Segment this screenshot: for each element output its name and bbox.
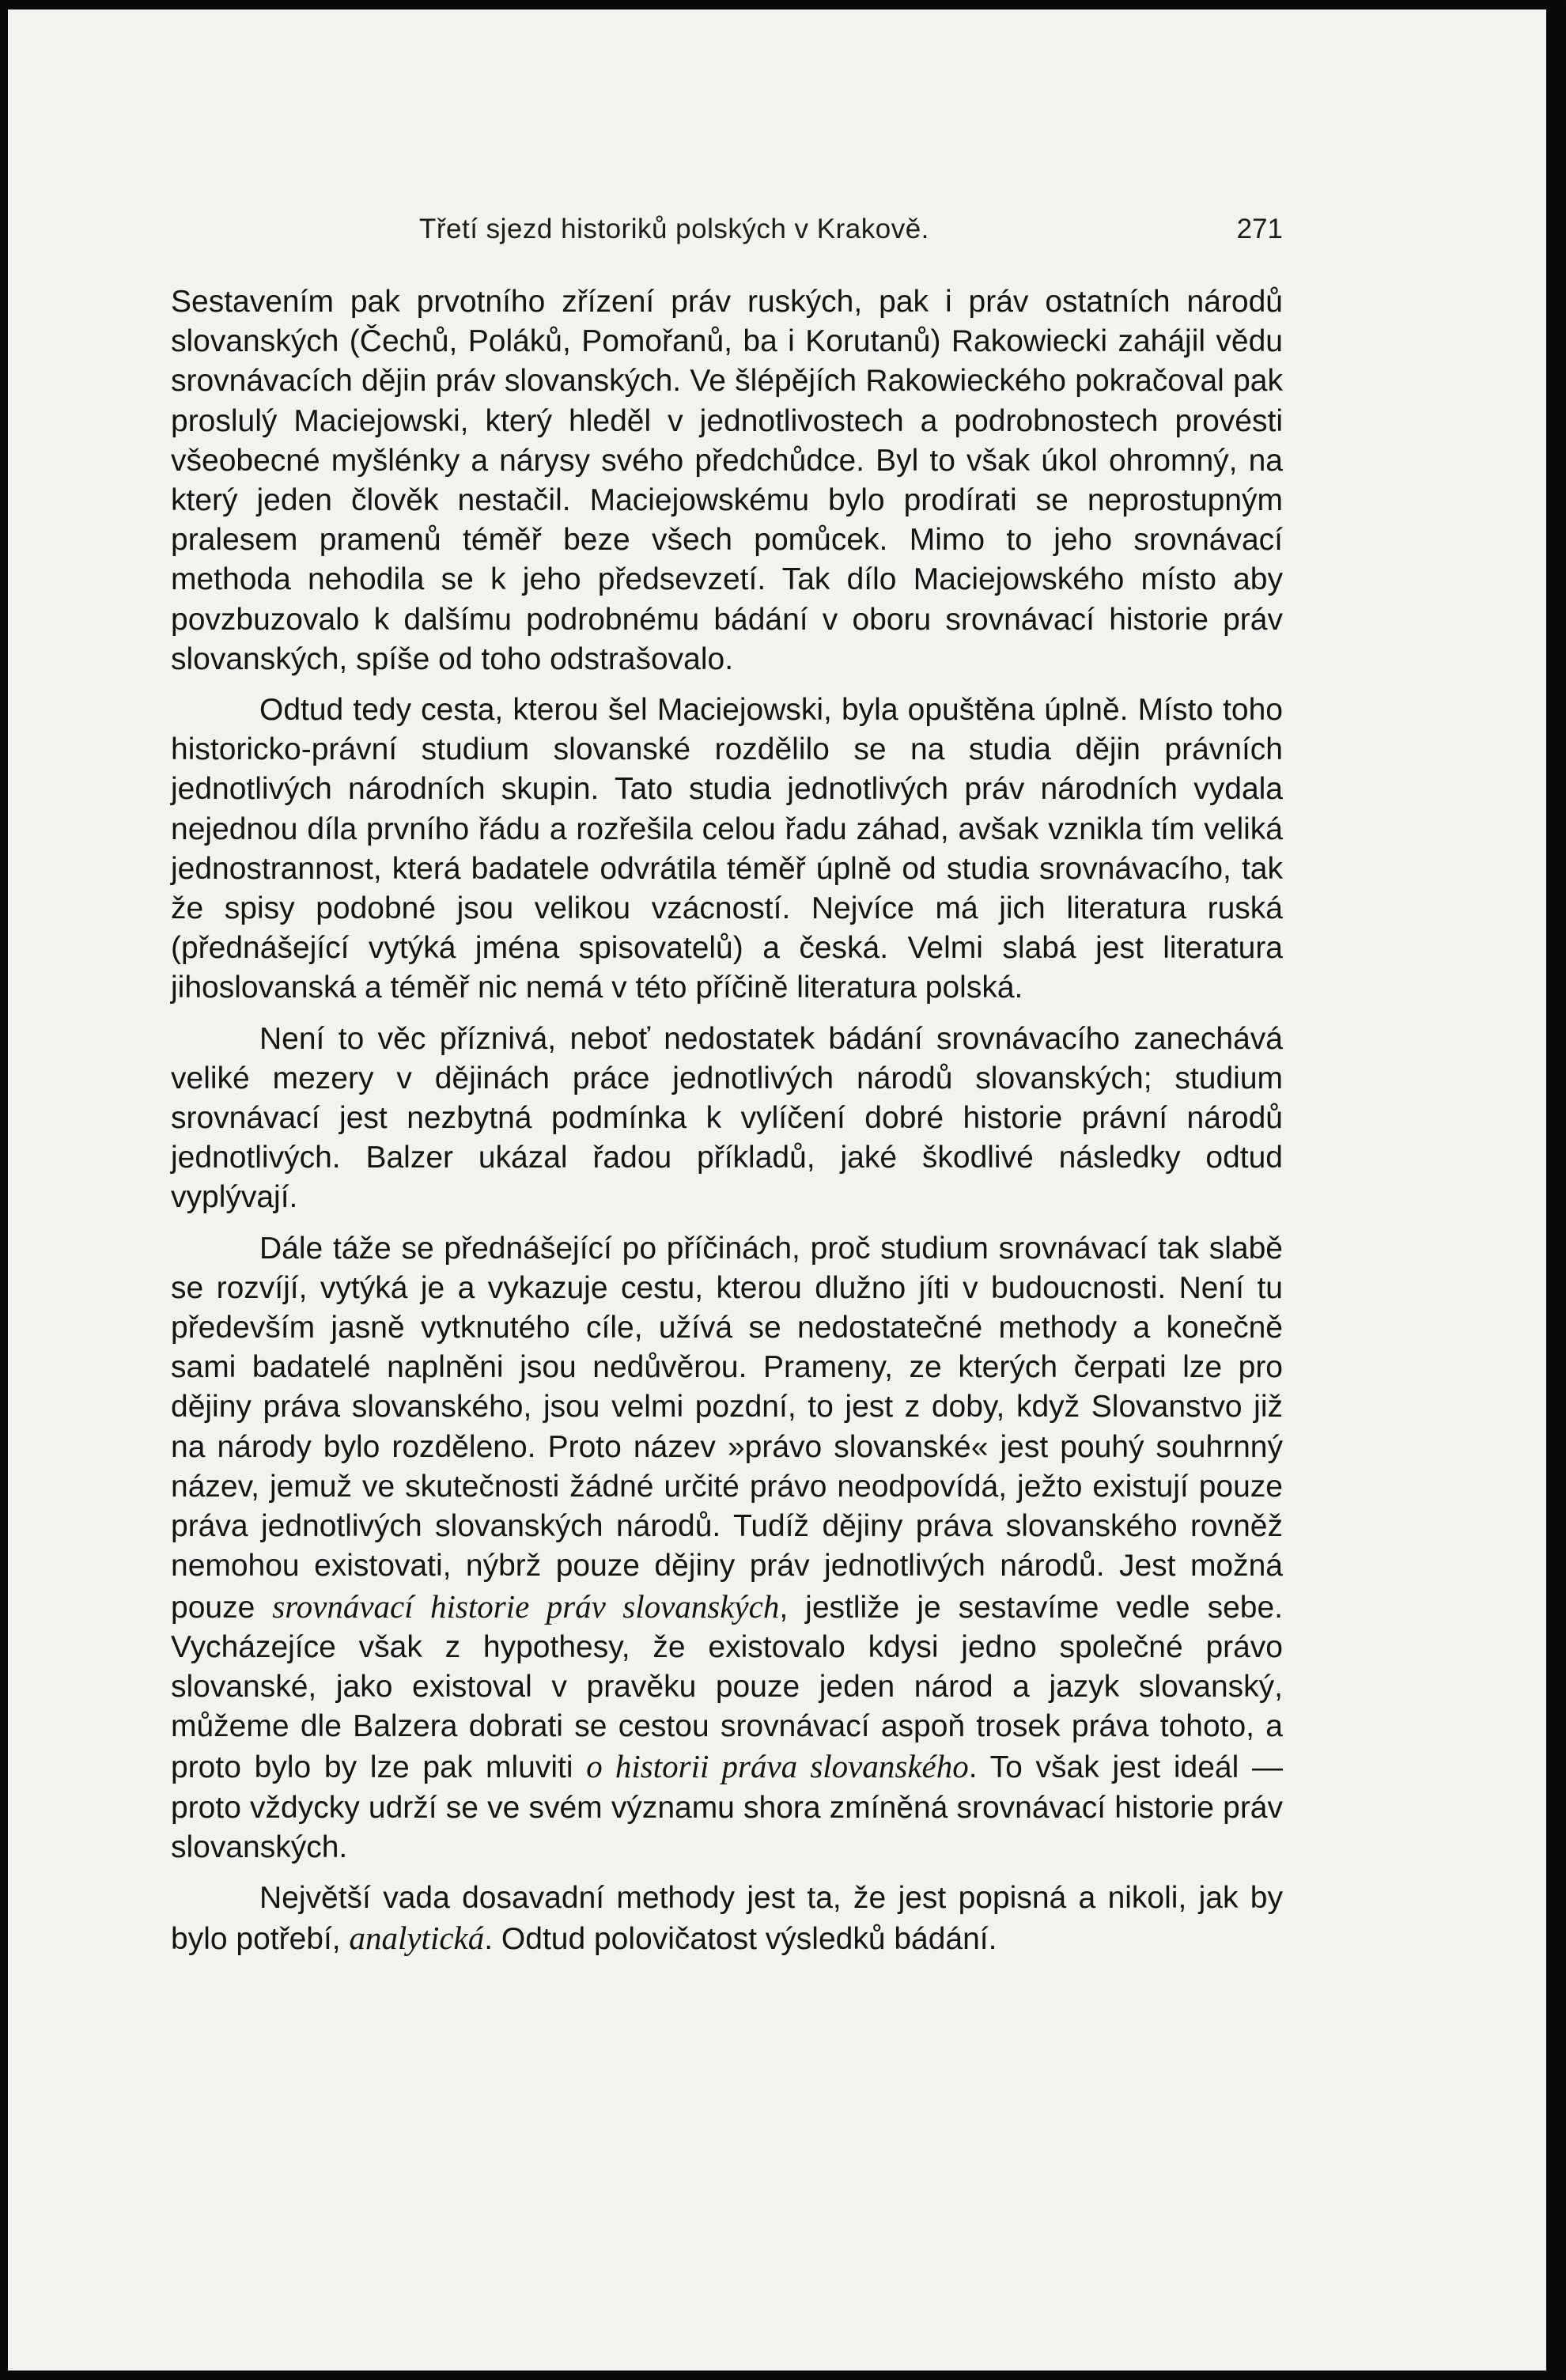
running-header — [419, 214, 1283, 261]
paragraph-4-emphasis-a: srovnávací historie práv slovanských — [272, 1587, 780, 1625]
paragraph-2: Odtud tedy cesta, kterou šel Maciejowski, byla opuštěna úplně. Místo toho historicko-právní studium slovanské rozdělilo se na studia dějin právních jednotlivých národních skupin. Tato studia jednotlivých práv národních vydala nejednou díla prvního řádu a rozřešila celou řadu záhad, avšak vznikla tím veliká jednostrannost, která badatele odvrátila téměř úplně od studia srovnávacího, tak že spisy podobné jsou velikou vzácností. Nejvíce má jich literatura ruská (přednášející vytýká jména spisovatelů) a česká. Velmi slabá jest literatura jihoslovanská a téměř nic nemá v této příčině literatura polská. — [171, 693, 1283, 1005]
page-number: 271 — [1236, 214, 1283, 244]
body-text — [171, 282, 1283, 1959]
paragraph-3: Není to věc příznivá, neboť nedostatek bádání srovnávacího zanechává veliké mezery v dějinách práce jednotlivých národů slovanských; studium srovnávací jest nezbytná podmínka k vylíčení dobré historie právní národů jednotlivých. Balzer ukázal řadou příkladů, jaké škodlivé následky odtud vyplývají. — [171, 1021, 1283, 1215]
paragraph-4-text-c: . To však jest ideál — proto vždycky udrží se ve svém významu shora zmíněná srovnávací historie práv slovanských. — [171, 1750, 1283, 1864]
running-title: Třetí sjezd historiků polských v Krakově. — [419, 214, 929, 244]
paragraph-5-emphasis: analytická — [349, 1920, 485, 1957]
paragraph-5-text-b: . Odtud polovičatost výsledků bádání. — [484, 1922, 997, 1957]
paragraph-4-text-b: , jestliže je sestavíme vedle sebe. Vycházejíce však z hypothesy, že existovalo kdysi jedno společné právo slovanské, jako existoval v pravěku pouze jeden národ a jazyk slovanský, můžeme dle Balzera dobrati se cestou srovnávací aspoň trosek práva tohoto, a proto bylo by lze pak mluviti — [171, 1590, 1283, 1785]
paragraph-4-text-a: Dále táže se přednášející po příčinách, proč studium srovnávací tak slabě se rozvíjí, vytýká je a vykazuje cestu, kterou dlužno jíti v budoucnosti. Není tu především jasně vytknutého cíle, užívá se nedostatečné methody a konečně sami badatelé naplněni jsou nedůvěrou. Prameny, ze kterých čerpati lze pro dějiny práva slovanského, jsou velmi pozdní, to jest z doby, když Slovanstvo již na národy bylo rozděleno. Proto název »právo slovanské« jest pouhý souhrnný název, jemuž ve skutečnosti žádné určité právo neodpovídá, ježto existují pouze práva jednotlivých slovanských národů. Tudíž dějiny práva slovanského rovněž nemohou existovati, nýbrž pouze dějiny práv jednotlivých národů. Jest možná pouze — [171, 1231, 1283, 1625]
book-page — [8, 9, 1546, 2371]
paragraph-4 — [171, 1229, 1283, 1867]
paragraph-1: Sestavením pak prvotního zřízení práv ruských, pak i práv ostatních národů slovanských (Čechů, Poláků, Pomořanů, ba i Korutanů) Rakowiecki zahájil vědu srovnávacích dějin práv slovanských. Ve šlépějích Rakowieckého pokračoval pak proslulý Maciejowski, který hleděl v jednotlivostech a podrobnostech provésti všeobecné myšlénky a nárysy svého předchůdce. Byl to však úkol ohromný, na který jeden člověk nestačil. Maciejowskému bylo prodírati se neprostupným pralesem pramenů téměř beze všech pomůcek. Mimo to jeho srovnávací methoda nehodila se k jeho předsevzetí. Tak dílo Maciejowského místo aby povzbuzovalo k dalšímu podrobnému bádání v oboru srovnávací historie práv slovanských, spíše od toho odstrašovalo. — [171, 285, 1283, 676]
paragraph-5-text-a: Největší vada dosavadní methody jest ta, že jest popisná a nikoli, jak by bylo potřebí, — [171, 1880, 1283, 1957]
paragraph-5 — [171, 1879, 1283, 1959]
paragraph-4-emphasis-b: o historii práva slovanského — [586, 1748, 969, 1785]
